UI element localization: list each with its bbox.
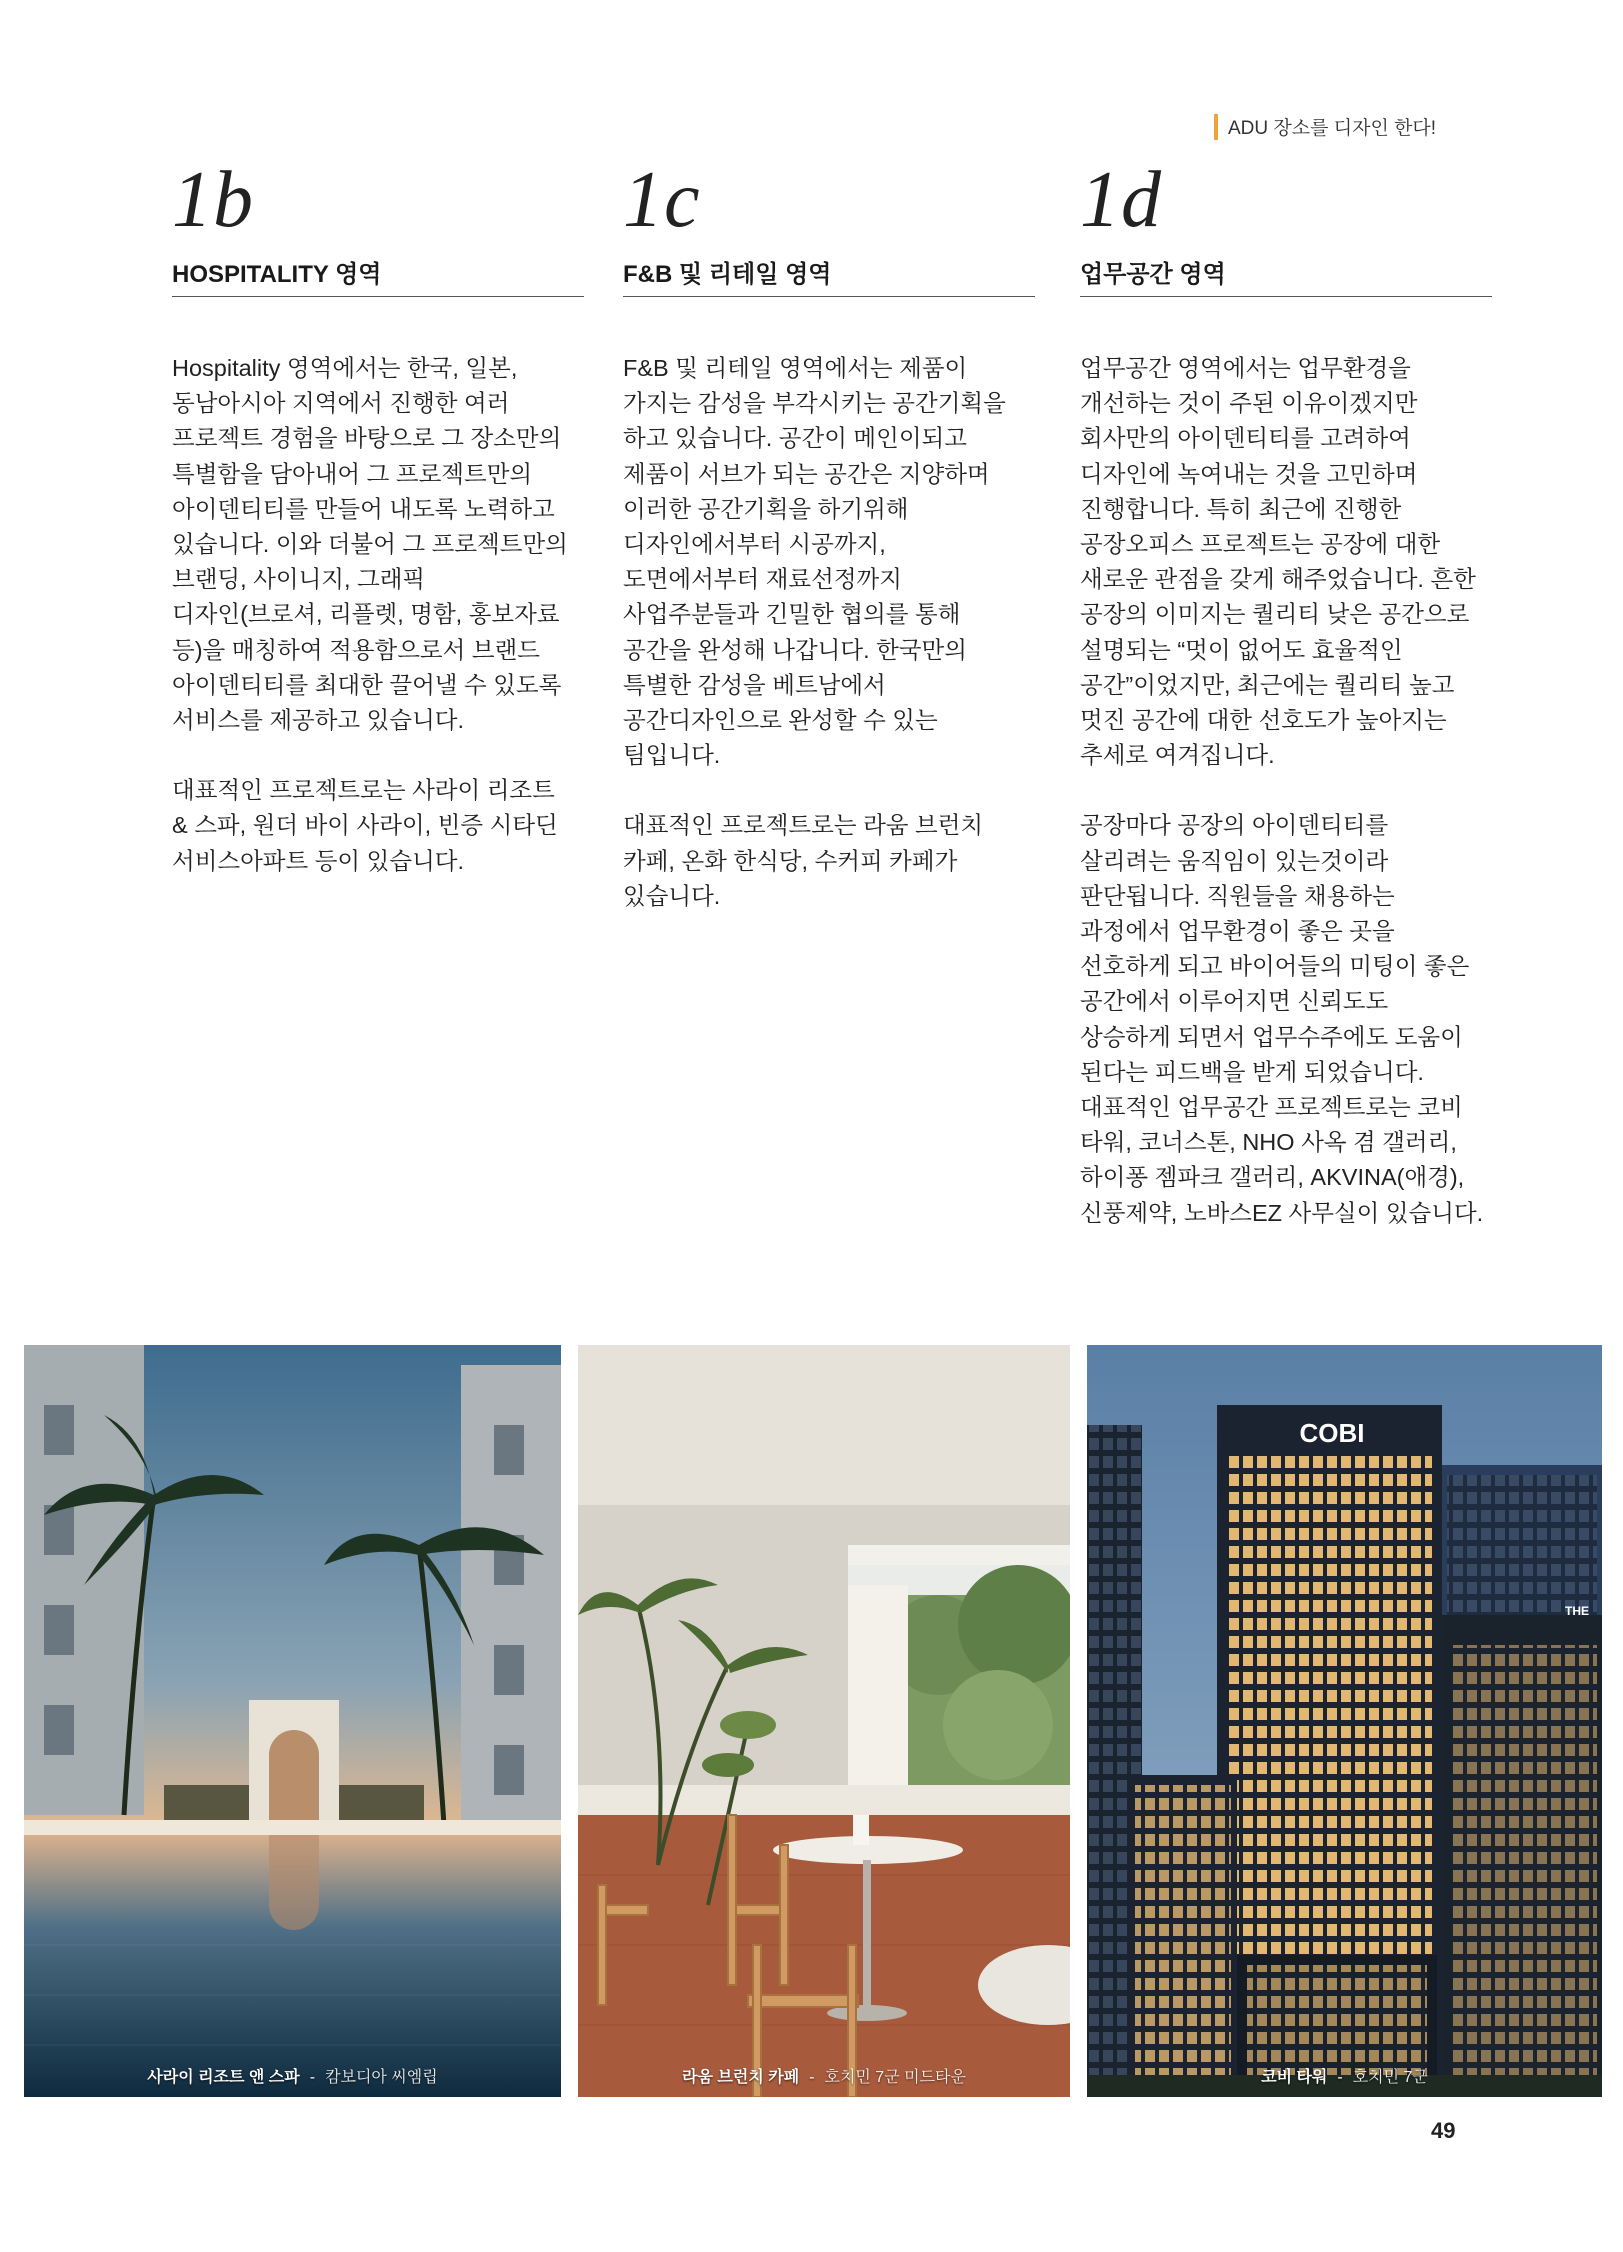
section-body	[1080, 351, 1492, 1231]
body-paragraph: 대표적인 프로젝트로는 사라이 리조트 & 스파, 원더 바이 사라이, 빈증 시타딘 서비스아파트 등이 있습니다.	[172, 777, 558, 874]
cafe-illustration	[578, 1345, 1070, 2097]
section-body	[623, 351, 1035, 914]
running-title: ADU 장소를 디자인 한다!	[1228, 118, 1437, 139]
body-paragraph: F&B 및 리테일 영역에서는 제품이 가지는 감성을 부각시키는 공간기획을 하고 있습니다. 공간이 메인이되고 제품이 서브가 되는 공간은 지양하며 이러한 공간기획을 하기위해 디자인에서부터 시공까지, 도면에서부터 재료선정까지 사업주분들과 긴밀한 협의를 통해 공간을 완성해 나갑니다. 한국만의 특별한 감성을 베트남에서 공간디자인으로 완성할 수 있는 팀입니다.	[623, 355, 1006, 769]
cafe-photo	[578, 1345, 1070, 2097]
column-fnb-retail	[623, 156, 1035, 949]
body-paragraph: 대표적인 프로젝트로는 라움 브런치 카페, 온화 한식당, 수커피 카페가 있습니다.	[623, 812, 984, 909]
body-paragraph: Hospitality 영역에서는 한국, 일본, 동남아시아 지역에서 진행한 여러 프로젝트 경험을 바탕으로 그 장소만의 특별함을 담아내어 그 프로젝트만의 아이덴티티를 만들어 내도록 노력하고 있습니다. 이와 더불어 그 프로젝트만의 브랜딩, 사이니지, 그래픽 디자인(브로셔, 리플렛, 명함, 홍보자료 등)을 매칭하여 적용함으로서 브랜드 아이덴티티를 최대한 끌어낼 수 있도록 서비스를 제공하고 있습니다.	[172, 355, 568, 734]
photo-caption	[578, 2064, 1070, 2087]
caption-name: 코비 타워	[1261, 2069, 1328, 2086]
building-sign: COBI	[1299, 1418, 1365, 1448]
caption-separator: -	[309, 2069, 316, 2086]
photo-caption	[24, 2064, 561, 2087]
section-title: HOSPITALITY 영역	[172, 261, 382, 288]
section-body	[172, 351, 584, 879]
resort-photo	[24, 1345, 561, 2097]
section-number: 1b	[172, 156, 254, 244]
body-paragraph: 업무공간 영역에서는 업무환경을 개선하는 것이 주된 이유이겠지만 회사만의 아이덴티티를 고려하여 디자인에 녹여내는 것을 고민하며 진행합니다. 특히 최근에 진행한 공장오피스 프로젝트는 공장에 대한 새로운 관점을 갖게 해주었습니다. 흔한 공장의 이미지는 퀄리티 낮은 공간으로 설명되는 “멋이 없어도 효율적인 공간”이었지만, 최근에는 퀄리티 높고 멋진 공간에 대한 선호도가 높아지는 추세로 여겨집니다.	[1080, 355, 1476, 769]
resort-illustration	[24, 1345, 561, 2097]
section-divider	[172, 296, 584, 297]
section-divider	[623, 296, 1035, 297]
section-title: 업무공간 영역	[1080, 261, 1226, 288]
caption-location: 호치민 7군	[1352, 2069, 1428, 2086]
tower-illustration	[1087, 1345, 1602, 2097]
running-header	[1214, 113, 1436, 140]
column-hospitality	[172, 156, 584, 914]
body-paragraph: 공장마다 공장의 아이덴티티를 살리려는 움직임이 있는것이라 판단됩니다. 직원들을 채용하는 과정에서 업무환경이 좋은 곳을 선호하게 되고 바이어들의 미팅이 좋은 공간에서 이루어지면 신뢰도도 상승하게 되면서 업무수주에도 도움이 된다는 피드백을 받게 되었습니다. 대표적인 업무공간 프로젝트로는 코비 타워, 코너스톤, NHO 사옥 겸 갤러리, 하이퐁 젬파크 갤러리, AKVINA(애경), 신풍제약, 노바스EZ 사무실이 있습니다.	[1080, 812, 1484, 1226]
photo-caption	[1087, 2064, 1602, 2087]
section-title: F&B 및 리테일 영역	[623, 261, 832, 288]
page-number: 49	[1431, 2118, 1456, 2143]
accent-bar	[1214, 114, 1218, 140]
caption-separator: -	[1337, 2069, 1343, 2086]
section-number: 1c	[623, 156, 701, 244]
caption-location: 호치민 7군 미드타운	[824, 2069, 966, 2086]
caption-name: 라움 브런치 카페	[682, 2069, 800, 2086]
section-number: 1d	[1080, 156, 1162, 244]
caption-location: 캄보디아 씨엠립	[325, 2069, 438, 2086]
side-building-sign: THE	[1565, 1604, 1589, 1618]
caption-separator: -	[809, 2069, 815, 2086]
caption-name: 사라이 리조트 앤 스파	[147, 2069, 300, 2086]
section-divider	[1080, 296, 1492, 297]
tower-photo	[1087, 1345, 1602, 2097]
column-workspace	[1080, 156, 1492, 1266]
